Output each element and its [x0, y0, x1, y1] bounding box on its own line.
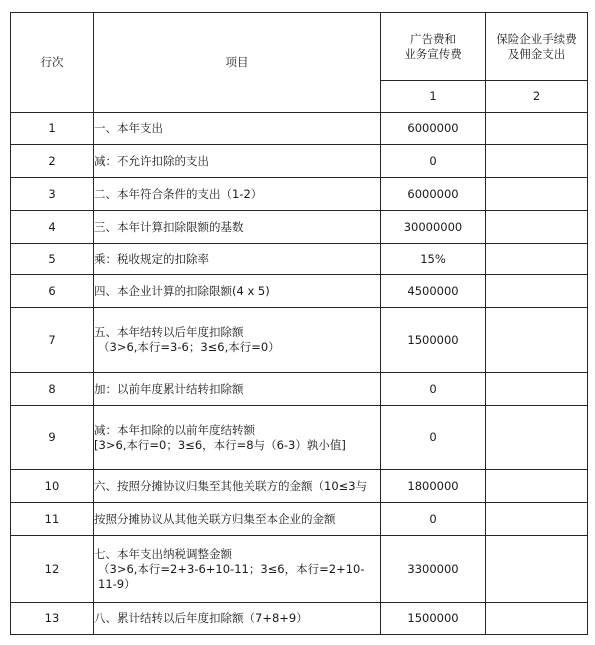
row-col1: 0	[381, 503, 486, 536]
row-no: 7	[11, 308, 94, 373]
row-col1: 6000000	[381, 178, 486, 211]
row-item	[94, 406, 381, 470]
table-row	[11, 113, 588, 145]
row-no: 6	[11, 275, 94, 308]
row-col2	[486, 308, 588, 373]
row-col2	[486, 373, 588, 406]
table-row	[11, 308, 588, 373]
row-item-line2: [3>6,本行=0；3≤6，本行=8与（6-3）孰小值]	[94, 437, 346, 452]
row-col1: 3300000	[381, 536, 486, 603]
row-no-header: 行次	[11, 13, 94, 113]
row-col1: 0	[381, 406, 486, 470]
row-col1: 1800000	[381, 470, 486, 503]
row-no: 8	[11, 373, 94, 406]
table-row	[11, 145, 588, 178]
row-no: 10	[11, 470, 94, 503]
row-item-line1: 五、本年结转以后年度扣除额	[94, 325, 244, 339]
row-item: 二、本年符合条件的支出（1-2）	[94, 178, 381, 211]
col2-header-line2: 及佣金支出	[507, 46, 566, 61]
row-item: 乘：税收规定的扣除率	[94, 244, 381, 275]
row-item	[94, 308, 381, 373]
row-col2	[486, 211, 588, 244]
row-col2	[486, 244, 588, 275]
row-item: 六、按照分摊协议归集至其他关联方的金额（10≤3与	[94, 470, 381, 503]
row-col1: 0	[381, 145, 486, 178]
row-no: 11	[11, 503, 94, 536]
row-col2	[486, 536, 588, 603]
row-item: 加：以前年度累计结转扣除额	[94, 373, 381, 406]
row-item	[94, 536, 381, 603]
col1-number: 1	[381, 81, 486, 113]
table-row	[11, 470, 588, 503]
row-col2	[486, 275, 588, 308]
row-col1: 30000000	[381, 211, 486, 244]
row-no: 1	[11, 113, 94, 145]
row-col2	[486, 113, 588, 145]
table-row	[11, 275, 588, 308]
table-row	[11, 178, 588, 211]
row-item-line2: （3>6,本行=3-6；3≤6,本行=0）	[98, 340, 280, 354]
table-row	[11, 503, 588, 536]
col2-header-line1: 保险企业手续费	[496, 31, 577, 46]
table-row	[11, 406, 588, 470]
col2-number: 2	[486, 81, 588, 113]
row-item: 八、累计结转以后年度扣除额（7+8+9）	[94, 603, 381, 635]
table-row	[11, 536, 588, 603]
row-col2	[486, 406, 588, 470]
row-col1: 15%	[381, 244, 486, 275]
col1-header-line1: 广告费和	[410, 31, 456, 46]
row-col2	[486, 603, 588, 635]
row-no: 12	[11, 536, 94, 603]
row-no: 13	[11, 603, 94, 635]
row-col1: 4500000	[381, 275, 486, 308]
col2-header	[486, 13, 588, 81]
row-no: 5	[11, 244, 94, 275]
row-item-line1: 减：本年扣除的以前年度结转额	[94, 422, 255, 437]
adjustment-table	[10, 12, 588, 635]
col1-header	[381, 13, 486, 81]
row-no: 4	[11, 211, 94, 244]
item-header: 项目	[94, 13, 381, 113]
row-item: 按照分摊协议从其他关联方归集至本企业的金额	[94, 503, 381, 536]
row-item-line3: 11-9）	[98, 576, 136, 591]
row-col2	[486, 145, 588, 178]
table-row	[11, 244, 588, 275]
row-item: 减：不允许扣除的支出	[94, 145, 381, 178]
row-col1: 0	[381, 373, 486, 406]
row-no: 2	[11, 145, 94, 178]
table-row	[11, 603, 588, 635]
header-row	[11, 13, 588, 81]
row-col2	[486, 178, 588, 211]
row-col1: 1500000	[381, 603, 486, 635]
table-row	[11, 211, 588, 244]
row-item: 一、本年支出	[94, 113, 381, 145]
row-no: 9	[11, 406, 94, 470]
row-col2	[486, 470, 588, 503]
row-no: 3	[11, 178, 94, 211]
row-item: 三、本年计算扣除限额的基数	[94, 211, 381, 244]
row-col2	[486, 503, 588, 536]
col1-header-line2: 业务宣传费	[404, 46, 462, 61]
row-item-line1: 七、本年支出纳税调整金额	[94, 546, 232, 561]
row-item-line2: （3>6,本行=2+3-6+10-11；3≤6，本行=2+10-	[98, 561, 365, 576]
row-col1: 1500000	[381, 308, 486, 373]
row-col1: 6000000	[381, 113, 486, 145]
row-item: 四、本企业计算的扣除限额(4 x 5)	[94, 275, 381, 308]
table-row	[11, 373, 588, 406]
